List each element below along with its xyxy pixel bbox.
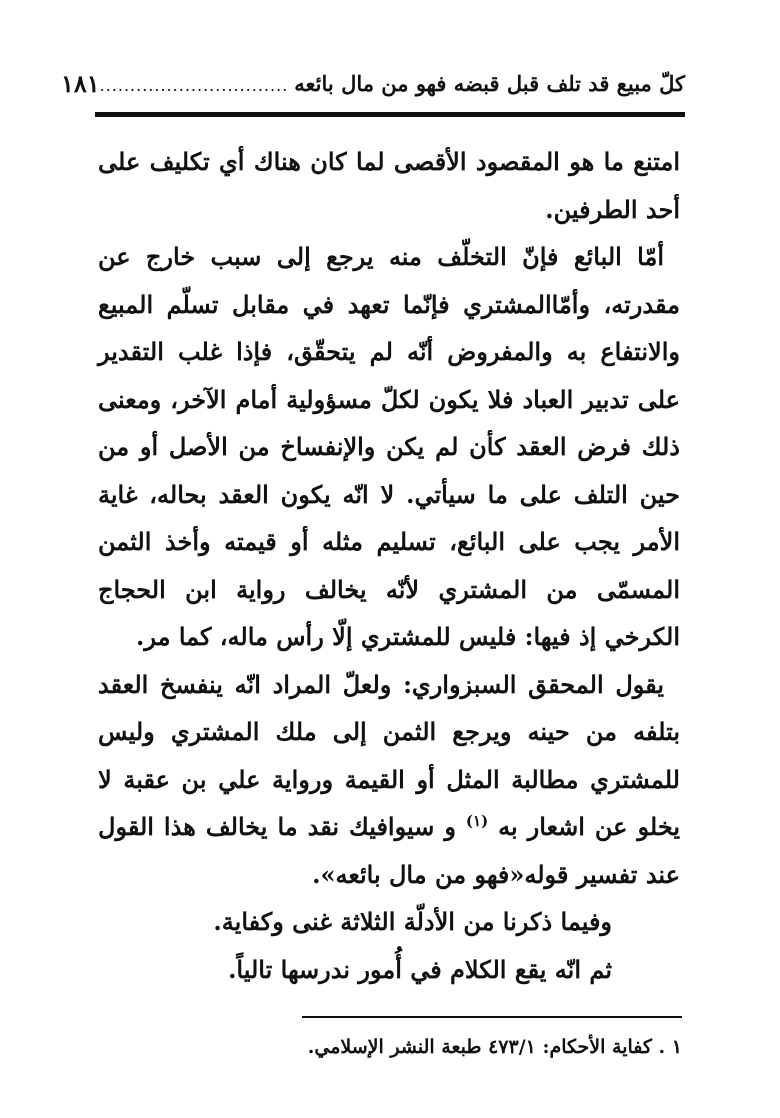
footnote-reference: (١) xyxy=(465,812,489,830)
header-rule xyxy=(95,112,685,117)
paragraph-3 xyxy=(98,661,680,899)
paragraph-2: أمّا البائع فإنّ التخلّف منه يرجع إلى سبب خارج عن مقدرته، وأمّاالمشتري فإنّما تعهد في مقابل تسلّم المبيع والانتفاع به والمفروض أنّه لم يتحقّق، فإذا غلب التقدير على تدبير العباد فلا يكون لكلّ مسؤولية أمام الآخر، ومعنى ذلك فرض العقد كأن لم يكن والإنفساخ من الأصل أو من حين التلف على ما سيأتي. لا انّه يكون العقد بحاله، غاية الأمر يجب على البائع، تسليم مثله أو قيمته وأخذ الثمن المسمّى من المشتري لأنّه يخالف رواية ابن الحجاج الكرخي إذ فيها: فليس للمشتري إلّا رأس ماله، كما مر. xyxy=(98,242,681,651)
running-title xyxy=(100,71,685,96)
paragraph-3-text-after: و سيوافيك نقد ما يخالف هذا القول عند تفسير قوله«فهو من مال بائعه». xyxy=(98,812,680,889)
paragraph-1: امتنع ما هو المقصود الأقصى لما كان هناك أي تكليف على أحد الطرفين. xyxy=(98,147,681,224)
page-header xyxy=(60,58,685,108)
paragraph-3-text-before: يقول المحقق السبزواري: ولعلّ المراد انّه ينفسخ العقد بتلفه من حينه ويرجع الثمن إلى ملك المشتري وليس للمشتري مطالبة المثل أو القيمة ورواية علي بن عقبة لا يخلو عن اشعار به xyxy=(98,669,680,841)
page-number: ١٨١ xyxy=(60,68,100,98)
footnote-rule xyxy=(302,1016,682,1018)
footnote-1: ١ . كفاية الأحكام: ٤٧٣/١ طبعة النشر الإسلامي. xyxy=(307,1036,682,1058)
paragraph-5: ثم انّه يقع الكلام في أُمور ندرسها تالياً. xyxy=(228,954,612,984)
title-leader-dots: ............................... xyxy=(99,75,289,95)
paragraph-4: وفيما ذكرنا من الأدلّة الثلاثة غنى وكفاية. xyxy=(213,907,612,936)
running-title-text: كلّ مبيع قد تلف قبل قبضه فهو من مال بائعه xyxy=(294,70,685,96)
main-text xyxy=(98,138,680,993)
